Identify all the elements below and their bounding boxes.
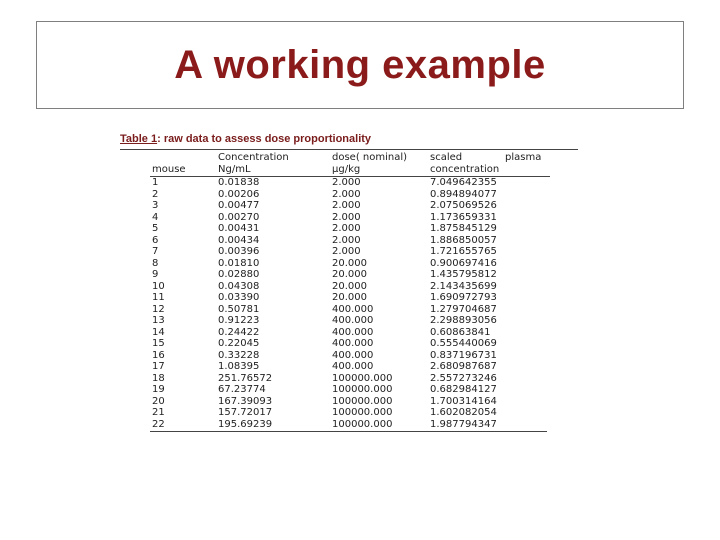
cell-mouse: 1 bbox=[152, 177, 159, 188]
cell-dose: 20.000 bbox=[332, 280, 367, 292]
cell-scaled-concentration: 1.700314164 bbox=[430, 395, 497, 407]
table-row bbox=[150, 315, 550, 327]
cell-mouse: 5 bbox=[152, 223, 159, 234]
cell-scaled-concentration: 0.894894077 bbox=[430, 188, 497, 200]
cell-dose: 400.000 bbox=[332, 338, 374, 349]
cell-scaled-concentration: 1.173659331 bbox=[430, 211, 497, 223]
cell-scaled-concentration: 0.900697416 bbox=[430, 257, 497, 269]
cell-dose: 100000.000 bbox=[332, 418, 393, 430]
cell-concentration: 67.23774 bbox=[218, 384, 266, 395]
cell-scaled-concentration: 0.682984127 bbox=[430, 384, 497, 395]
cell-mouse: 4 bbox=[152, 211, 159, 223]
cell-mouse: 7 bbox=[152, 246, 159, 257]
cell-mouse: 19 bbox=[152, 384, 165, 395]
cell-concentration: 0.02880 bbox=[218, 269, 260, 280]
cell-concentration: 0.00270 bbox=[218, 211, 260, 223]
cell-scaled-concentration: 1.279704687 bbox=[430, 303, 497, 315]
cell-mouse: 11 bbox=[152, 292, 165, 303]
cell-mouse: 14 bbox=[152, 326, 165, 338]
cell-concentration: 0.03390 bbox=[218, 292, 260, 303]
cell-mouse: 17 bbox=[152, 361, 165, 372]
header-plasma: plasma bbox=[505, 152, 542, 163]
cell-concentration: 0.50781 bbox=[218, 303, 260, 315]
cell-dose: 400.000 bbox=[332, 326, 374, 338]
cell-dose: 2.000 bbox=[332, 188, 361, 200]
cell-dose: 2.000 bbox=[332, 200, 361, 211]
header-mouse: mouse bbox=[152, 164, 186, 175]
cell-dose: 100000.000 bbox=[332, 384, 393, 395]
cell-scaled-concentration: 2.557273246 bbox=[430, 372, 497, 384]
cell-dose: 400.000 bbox=[332, 349, 374, 361]
cell-concentration: 0.01810 bbox=[218, 257, 260, 269]
header-conc-unit: Ng/mL bbox=[218, 164, 251, 175]
cell-concentration: 0.00477 bbox=[218, 200, 260, 211]
cell-dose: 2.000 bbox=[332, 246, 361, 257]
table-row bbox=[150, 396, 550, 408]
cell-mouse: 8 bbox=[152, 257, 159, 269]
cell-dose: 2.000 bbox=[332, 234, 361, 246]
cell-scaled-concentration: 1.690972793 bbox=[430, 292, 497, 303]
cell-scaled-concentration: 2.143435699 bbox=[430, 280, 497, 292]
cell-dose: 400.000 bbox=[332, 315, 374, 326]
cell-dose: 100000.000 bbox=[332, 407, 393, 418]
cell-mouse: 3 bbox=[152, 200, 159, 211]
cell-mouse: 6 bbox=[152, 234, 159, 246]
cell-scaled-concentration: 0.555440069 bbox=[430, 338, 497, 349]
table-row bbox=[150, 258, 550, 270]
header-concentration-2: concentration bbox=[430, 164, 500, 175]
cell-mouse: 2 bbox=[152, 188, 159, 200]
table-row bbox=[150, 223, 550, 235]
cell-mouse: 22 bbox=[152, 418, 165, 430]
data-table bbox=[150, 150, 550, 432]
cell-concentration: 195.69239 bbox=[218, 418, 273, 430]
cell-concentration: 157.72017 bbox=[218, 407, 273, 418]
cell-mouse: 16 bbox=[152, 349, 165, 361]
table-row bbox=[150, 212, 550, 224]
cell-concentration: 167.39093 bbox=[218, 395, 273, 407]
cell-scaled-concentration: 2.680987687 bbox=[430, 361, 497, 372]
cell-scaled-concentration: 2.298893056 bbox=[430, 315, 497, 326]
table-row bbox=[150, 304, 550, 316]
table-caption-label: Table 1 bbox=[120, 133, 158, 145]
cell-concentration: 0.33228 bbox=[218, 349, 260, 361]
cell-scaled-concentration: 0.837196731 bbox=[430, 349, 497, 361]
table-row bbox=[150, 189, 550, 201]
cell-mouse: 12 bbox=[152, 303, 165, 315]
table-header bbox=[150, 150, 550, 177]
cell-mouse: 15 bbox=[152, 338, 165, 349]
cell-dose: 100000.000 bbox=[332, 395, 393, 407]
table-row bbox=[150, 419, 550, 431]
table-row bbox=[150, 235, 550, 247]
cell-scaled-concentration: 1.987794347 bbox=[430, 418, 497, 430]
cell-concentration: 251.76572 bbox=[218, 372, 273, 384]
slide-title: A working example bbox=[174, 42, 546, 87]
cell-scaled-concentration: 1.886850057 bbox=[430, 234, 497, 246]
table-row bbox=[150, 292, 550, 304]
header-scaled: scaled bbox=[430, 152, 463, 163]
cell-concentration: 0.00431 bbox=[218, 223, 260, 234]
table-row bbox=[150, 350, 550, 362]
header-dose-unit: μg/kg bbox=[332, 164, 361, 175]
cell-concentration: 0.00434 bbox=[218, 234, 260, 246]
cell-mouse: 13 bbox=[152, 315, 165, 326]
table-caption-text: : raw data to assess dose proportionality bbox=[157, 133, 372, 145]
table-row bbox=[150, 269, 550, 281]
cell-scaled-concentration: 1.435795812 bbox=[430, 269, 497, 280]
table-row bbox=[150, 246, 550, 258]
table-row bbox=[150, 281, 550, 293]
cell-mouse: 9 bbox=[152, 269, 159, 280]
cell-dose: 20.000 bbox=[332, 269, 367, 280]
table-row bbox=[150, 338, 550, 350]
cell-concentration: 0.91223 bbox=[218, 315, 260, 326]
cell-dose: 20.000 bbox=[332, 292, 367, 303]
table-row bbox=[150, 407, 550, 419]
cell-concentration: 1.08395 bbox=[218, 361, 260, 372]
cell-dose: 400.000 bbox=[332, 361, 374, 372]
cell-dose: 400.000 bbox=[332, 303, 374, 315]
header-concentration: Concentration bbox=[218, 152, 289, 163]
cell-concentration: 0.04308 bbox=[218, 280, 260, 292]
table-row bbox=[150, 327, 550, 339]
cell-dose: 20.000 bbox=[332, 257, 367, 269]
cell-mouse: 10 bbox=[152, 280, 165, 292]
table-row bbox=[150, 373, 550, 385]
cell-dose: 2.000 bbox=[332, 211, 361, 223]
cell-mouse: 20 bbox=[152, 395, 165, 407]
table-bottom-rule bbox=[150, 431, 547, 432]
table-row bbox=[150, 200, 550, 212]
cell-scaled-concentration: 1.875845129 bbox=[430, 223, 497, 234]
slide-title-box bbox=[36, 21, 684, 109]
cell-scaled-concentration: 2.075069526 bbox=[430, 200, 497, 211]
cell-concentration: 0.24422 bbox=[218, 326, 260, 338]
cell-concentration: 0.00396 bbox=[218, 246, 260, 257]
cell-dose: 2.000 bbox=[332, 223, 361, 234]
table-row bbox=[150, 361, 550, 373]
cell-scaled-concentration: 1.721655765 bbox=[430, 246, 497, 257]
cell-concentration: 0.00206 bbox=[218, 188, 260, 200]
cell-scaled-concentration: 0.60863841 bbox=[430, 326, 491, 338]
cell-mouse: 21 bbox=[152, 407, 165, 418]
header-dose: dose( nominal) bbox=[332, 152, 408, 163]
table-row bbox=[150, 177, 550, 189]
cell-concentration: 0.22045 bbox=[218, 338, 260, 349]
table-body bbox=[150, 177, 550, 430]
cell-scaled-concentration: 1.602082054 bbox=[430, 407, 497, 418]
cell-mouse: 18 bbox=[152, 372, 165, 384]
table-caption bbox=[120, 133, 580, 145]
table-row bbox=[150, 384, 550, 396]
cell-scaled-concentration: 7.049642355 bbox=[430, 177, 497, 188]
cell-dose: 100000.000 bbox=[332, 372, 393, 384]
cell-dose: 2.000 bbox=[332, 177, 361, 188]
cell-concentration: 0.01838 bbox=[218, 177, 260, 188]
